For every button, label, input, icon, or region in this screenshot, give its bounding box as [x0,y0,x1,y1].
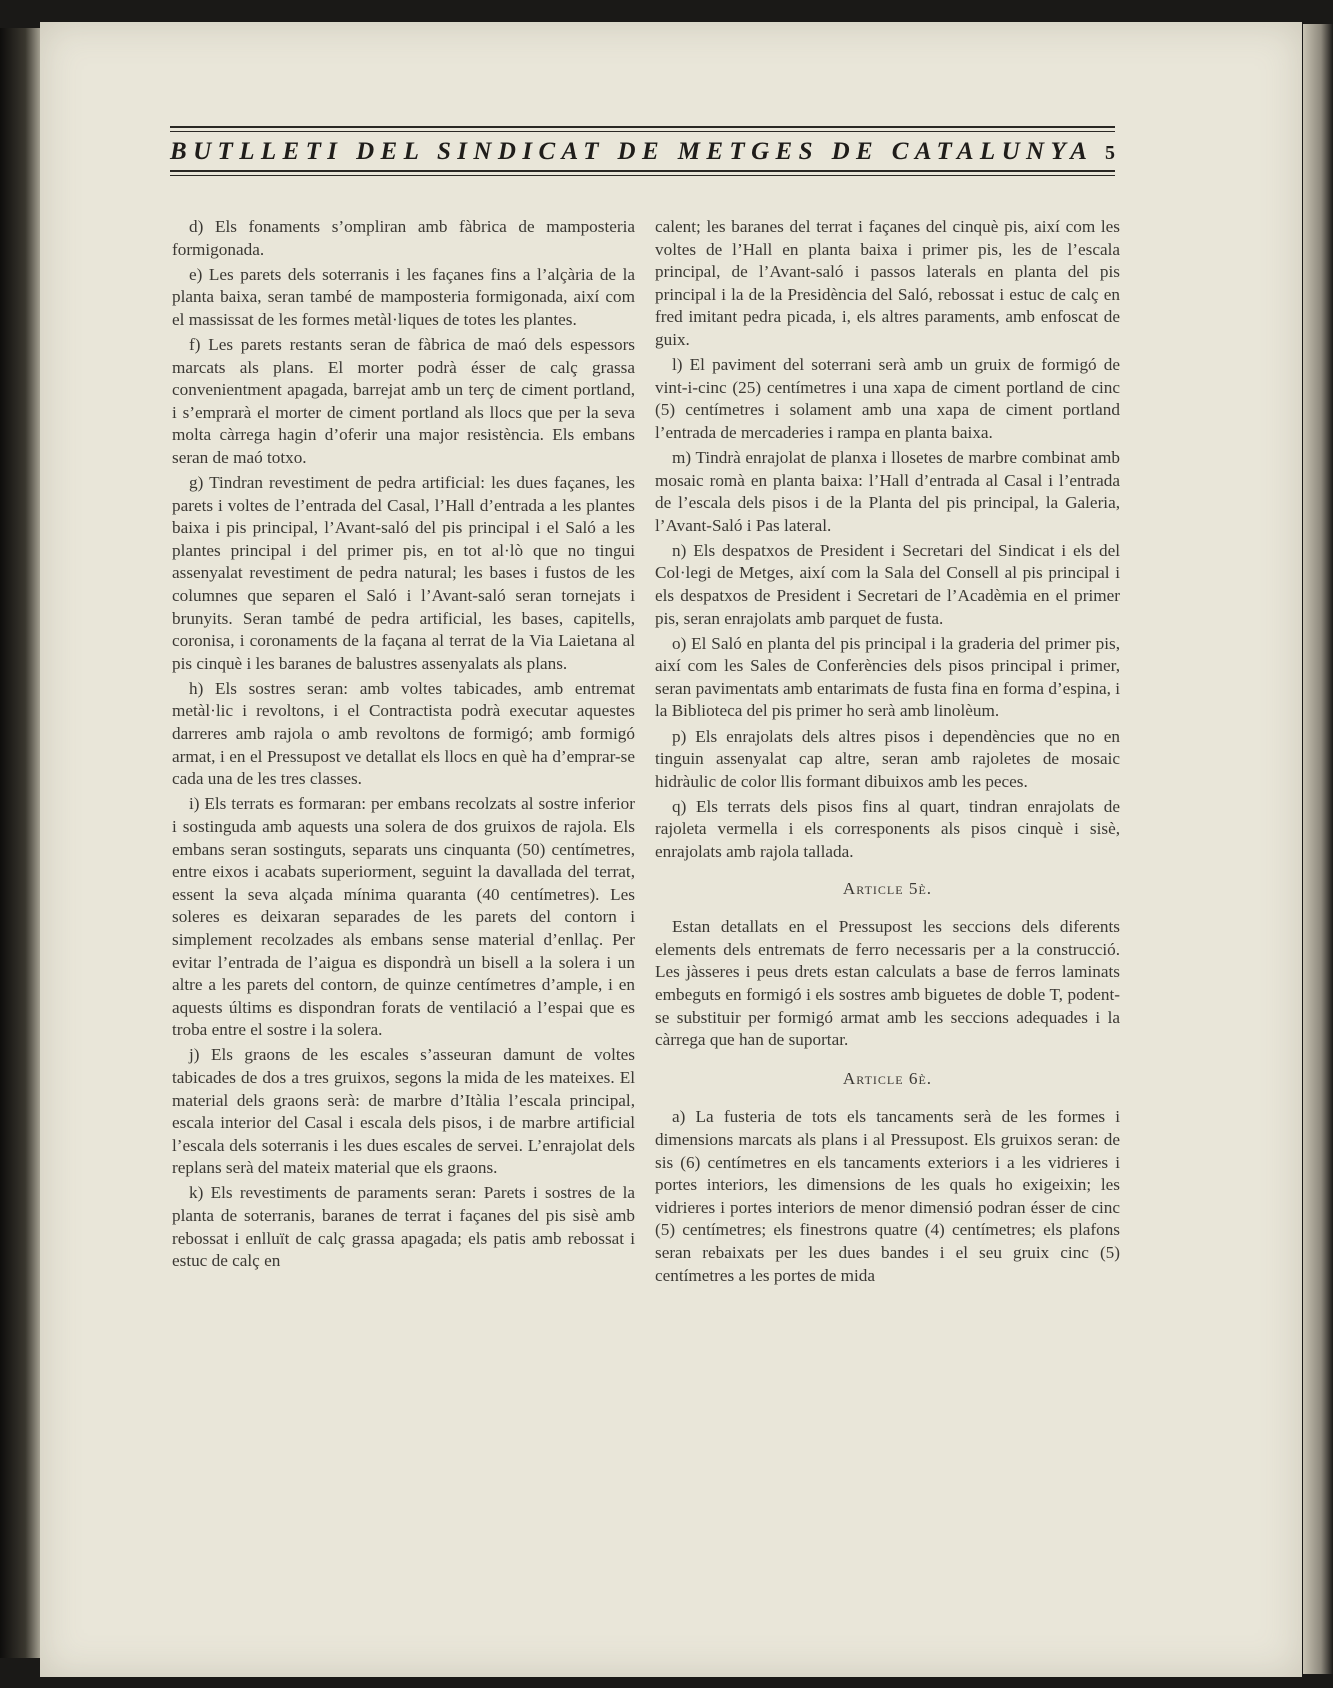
page-number: 5 [1105,142,1115,164]
paragraph-k: k) Els revestiments de paraments seran: Parets i sostres de la planta de soterranis, baranes de terrat i façanes del pis sisè amb rebossat i enlluït de calç grassa apagada; els patis amb rebossat i estuc de calç en [172,1183,635,1271]
paragraph-e: e) Les parets dels soterranis i les façanes fins a l’alçària de la planta baixa, seran també de mamposteria formigonada, així com el massissat de les formes metàl·liques de totes les plantes. [172,264,635,329]
paragraph-f: f) Les parets restants seran de fàbrica de maó dels espessors marcats als plans. El morter podrà ésser de calç grassa convenientment apagada, barrejat amb un terç de ciment portland, i s’emprarà el morter de ciment portland als llocs que per la seva molta càrrega hagin d’oferir una major resistència. Els embans seran de maó totxo. [172,334,635,467]
paragraph-h: h) Els sostres seran: amb voltes tabicades, amb entremat metàl·lic i revoltons, i el Contractista podrà executar aquestes darreres amb rajola o amb revoltons de formigó; amb formigó armat, i en el Pressupost ve detallat els llocs en què ha d’emprar-se cada una de les tres classes. [172,678,635,789]
left-column [172,216,635,1275]
paragraph-g: g) Tindran revestiment de pedra artificial: les dues façanes, les parets i voltes de l’entrada del Casal, l’Hall d’entrada a les plantes baixa i pis principal, l’Avant-saló del pis principal i el Saló a les plantes principal i del primer pis, en tot al·lò que no tingui assenyalat revestiment de pedra natural; les bases i fustos de les columnes que separen el Saló i l’Avant-saló seran tornejats i brunyits. Seran també de pedra artificial, les bases, capitells, coronisa, i coronaments de la façana al terrat de la Via Laietana al pis cinquè i les baranes de balustres assenyalats als plans. [172,473,635,673]
paragraph-o: o) El Saló en planta del pis principal i la graderia del primer pis, així com les Sales de Conferències dels pisos principal i primer, seran pavimentats amb entarimats de fusta fina en forma d’espina, i la Biblioteca del pis primer ho serà amb linolèum. [655,633,1120,721]
header-top-rule [170,126,1115,128]
header-line [170,138,1115,166]
paragraph-d: d) Els fonaments s’ompliran amb fàbrica de mamposteria formigonada. [172,217,635,259]
header-bottom-rule-thin [170,175,1115,176]
page-edge-shadow [1303,24,1333,1674]
header-bottom-rule [170,170,1115,172]
paragraph-k-continued: calent; les baranes del terrat i façanes del cinquè pis, així com les voltes de l’Hall en planta baixa i primer pis, les de l’escala principal, de l’Avant-saló i passos laterals en planta del pis principal i la de la Presidència del Saló, rebossat i estuc de calç en fred imitant pedra picada, i, els altres paraments, amb enfoscat de guix. [655,217,1120,349]
article-5-text: Estan detallats en el Pressupost les seccions dels diferents elements dels entremats de ferro necessaris per a la construcció. Les jàsseres i peus drets estan calculats a base de ferros laminats embeguts en formigó i els sostres amb biguetes de doble T, podent-se substituir per formigó armat amb les seccions adequades i la càrrega que han de suportar. [655,917,1120,1050]
article-6-paragraph-a: a) La fusteria de tots els tancaments serà de les formes i dimensions marcats als plans i al Pressupost. Els gruixos seran: de sis (6) centímetres en els tancaments exteriors i a les vidrieres i portes interiors, les dimensions de les quals ho exigeixin; les vidrieres i portes interiors de menor dimensió podran ésser de cinc (5) centímetres; els finestrons quatre (4) centímetres; els plafons seran rebaixats per les dues bandes i el seu gruix cinc (5) centímetres a les portes de mida [655,1107,1120,1285]
paragraph-i: i) Els terrats es formaran: per embans recolzats al sostre inferior i sostinguda amb aquests una solera de dos gruixos de rajola. Els embans seran sostinguts, separats uns cinquanta (50) centímetres, entre eixos i acabats superiorment, seguint la davallada del terrat, essent la seva alçada mínima quaranta (40 centímetres). Les soleres es deixaran separades de les parets del contorn i simplement recolzades als embans sense material d’enllaç. Per evitar l’entrada de l’aigua es dispondrà un bisell a la solera i un altre a les parets del contorn, de quinze centímetres d’ample, i en aquests últims es dispondran forats de ventilació a l’espai que es troba entre el sostre i la solera. [172,794,635,1040]
right-column [655,216,1120,1290]
article-6-heading: Article 6è. [842,1068,933,1088]
running-header [170,126,1115,176]
article-5-heading: Article 5è. [842,878,933,898]
paragraph-n: n) Els despatxos de President i Secretari del Sindicat i els del Col·legi de Metges, així com la Sala del Consell al pis principal i els despatxos de President i Secretari de l’Acadèmia en el primer pis, seran enrajolats amb parquet de fusta. [655,540,1120,628]
journal-title: BUTLLETI DEL SINDICAT DE METGES DE CATALUNYA [170,138,1094,165]
paragraph-q: q) Els terrats dels pisos fins al quart, tindran enrajolats de rajoleta vermella i els corresponents als pisos cinquè i sisè, enrajolats amb rajola tallada. [655,796,1120,862]
header-top-rule-thin [170,131,1115,132]
paragraph-j: j) Els graons de les escales s’asseuran damunt de voltes tabicades de dos a tres gruixos, segons la mida de les mateixes. El material dels graons serà: de marbre d’Itàlia l’escala principal, escala interior del Casal i escala dels pisos, i de marbre artificial l’escala dels soterranis i les dues escales de servei. L’enrajolat dels replans serà del mateix material que els graons. [172,1045,635,1178]
paragraph-p: p) Els enrajolats dels altres pisos i dependències que no en tinguin assenyalat cap altre, seran amb rajoletes de mosaic hidràulic de color llis formant dibuixos amb les peces. [655,726,1120,791]
paragraph-m: m) Tindrà enrajolat de planxa i llosetes de marbre combinat amb mosaic romà en planta baixa: l’Hall d’entrada al Casal i l’entrada de l’escala dels pisos i de la Planta del pis principal, la Galeria, l’Avant-Saló i Pas lateral. [655,447,1120,535]
paragraph-l: l) El paviment del soterrani serà amb un gruix de formigó de vint-i-cinc (25) centímetres i una xapa de ciment portland de cinc (5) centímetres i solament amb una xapa de ciment portland l’entrada de mercaderies i rampa en planta baixa. [655,355,1120,442]
